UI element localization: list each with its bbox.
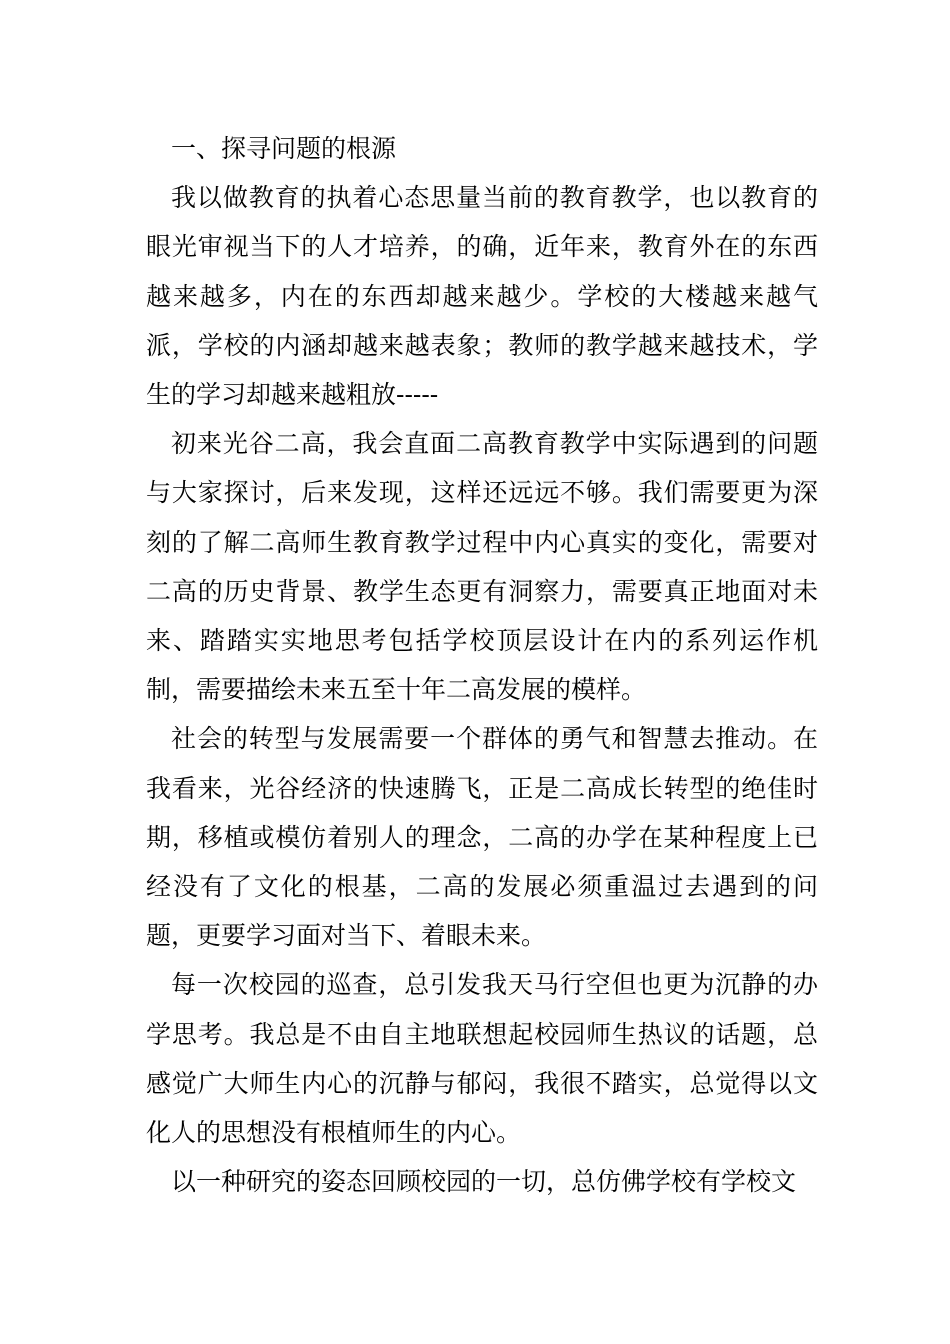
paragraph-5: 以一种研究的姿态回顾校园的一切，总仿佛学校有学校文 <box>171 1167 797 1197</box>
paragraph-3: 社会的转型与发展需要一个群体的勇气和智慧去推动。在我看来，光谷经济的快速腾飞，正是二高成长转型的绝佳时期，移植或模仿着别人的理念，二高的办学在某种程度上已经没有了文化的根基，二高的发展必须重温过去遇到的问题，更要学习面对当下、着眼未来。 <box>146 724 818 951</box>
section-heading: 一、探寻问题的根源 <box>171 134 397 163</box>
document-page <box>146 124 818 1206</box>
paragraph-2: 初来光谷二高，我会直面二高教育教学中实际遇到的问题与大家探讨，后来发现，这样还远远不够。我们需要更为深刻的了解二高师生教育教学过程中内心真实的变化，需要对二高的历史背景、教学生态更有洞察力，需要真正地面对未来、踏踏实实地思考包括学校顶层设计在内的系列运作机制，需要描绘未来五至十年二高发展的模样。 <box>146 429 818 705</box>
paragraph-4: 每一次校园的巡查，总引发我天马行空但也更为沉静的办学思考。我总是不由自主地联想起校园师生热议的话题，总感觉广大师生内心的沉静与郁闷，我很不踏实，总觉得以文化人的思想没有根植师生的内心。 <box>146 970 818 1148</box>
paragraph-1: 我以做教育的执着心态思量当前的教育教学，也以教育的眼光审视当下的人才培养，的确，近年来，教育外在的东西越来越多，内在的东西却越来越少。学校的大楼越来越气派，学校的内涵却越来越表象；教师的教学越来越技术，学生的学习却越来越粗放----- <box>146 183 818 410</box>
